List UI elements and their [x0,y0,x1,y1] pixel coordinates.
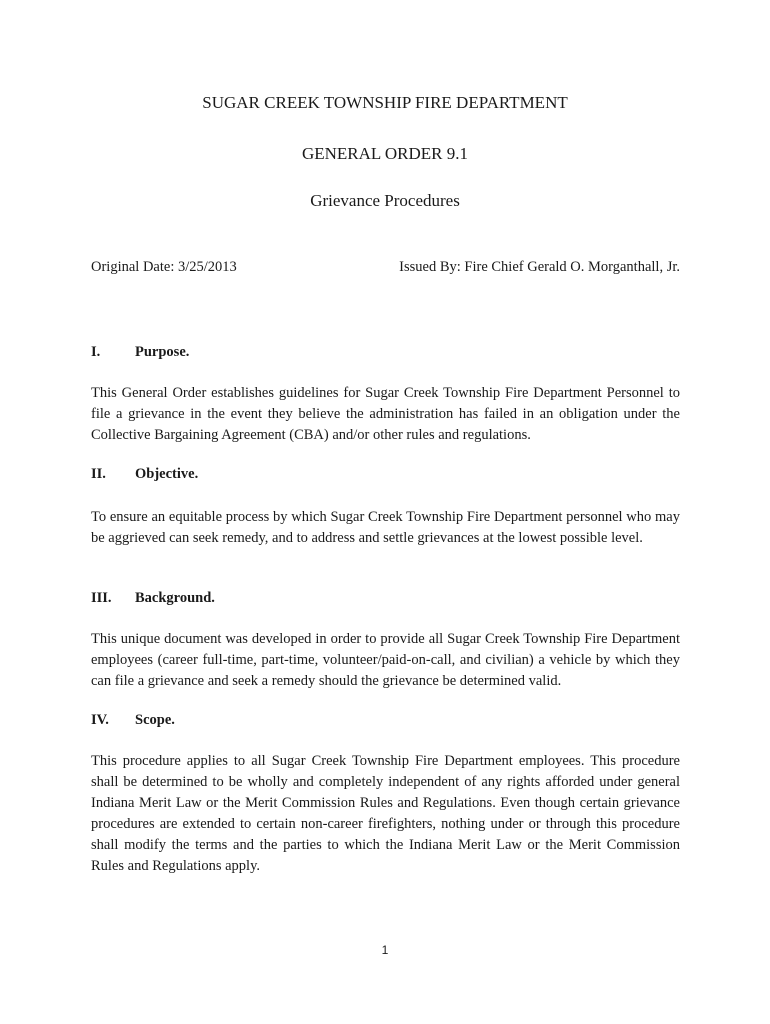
issued-by: Issued By: Fire Chief Gerald O. Morganthall, Jr. [399,259,680,275]
section-body-purpose: This General Order establishes guidelines for Sugar Creek Township Fire Department Personnel to file a grievance in the event they believe the administration has failed in an obligation under the Collective Bargaining Agreement (CBA) and/or other rules and regulations. [91,385,680,443]
section-body-scope: This procedure applies to all Sugar Creek Township Fire Department employees. This procedure shall be determined to be wholly and completely independent of any rights afforded under general Indiana Merit Law or the Merit Commission Rules and Regulations. Even though certain grievance procedures are extended to certain non-career firefighters, nothing under or through this procedure shall modify the terms and the parties to which the Indiana Merit Law or the Merit Commission Rules and Regulations apply. [91,753,680,874]
order-subject: Grievance Procedures [310,191,460,210]
section-heading-objective [91,466,198,483]
department-title: SUGAR CREEK TOWNSHIP FIRE DEPARTMENT [202,93,568,112]
page-number: 1 [381,943,389,957]
section-numeral: II. [91,466,106,482]
section-numeral: I. [91,344,101,360]
section-title: Background. [135,590,215,606]
section-numeral: IV. [91,712,109,728]
section-heading-purpose [91,344,189,361]
section-title: Purpose. [135,344,190,360]
section-heading-background [91,590,215,607]
general-order-number: GENERAL ORDER 9.1 [301,144,469,163]
section-body-objective: To ensure an equitable process by which Sugar Creek Township Fire Department personnel who may be aggrieved can seek remedy, and to address and settle grievances at the lowest possible level. [91,509,680,546]
section-heading-scope [91,712,175,729]
section-title: Scope. [135,712,175,728]
original-date: Original Date: 3/25/2013 [91,259,237,275]
section-numeral: III. [91,590,112,606]
section-body-background: This unique document was developed in order to provide all Sugar Creek Township Fire Department employees (career full-time, part-time, volunteer/paid-on-call, and civilian) a vehicle by which they can file a grievance and seek a remedy should the grievance be determined valid. [91,631,680,689]
section-title: Objective. [135,466,199,482]
